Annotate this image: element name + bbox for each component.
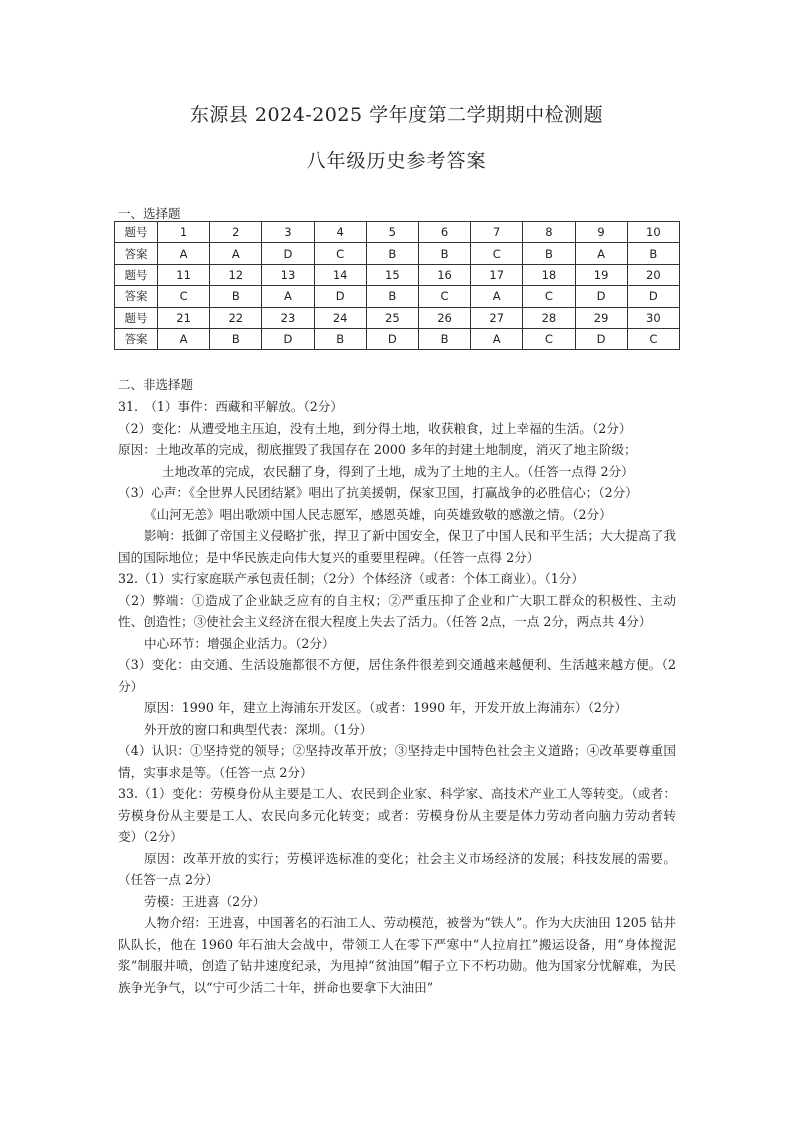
row-label-number: 题号 (115, 307, 158, 328)
paragraph: 33.（1）变化：劳模身份从主要是工人、农民到企业家、科学家、高技术产业工人等转变。（或者：劳模身份从主要是工人、农民向多元化转变；或者：劳模身份从主要是体力劳动者向脑力劳动者转变）（2分） (118, 786, 676, 844)
question-number-cell: 30 (627, 307, 679, 328)
question-number-cell: 24 (314, 307, 366, 328)
answer-cell: C (418, 286, 470, 307)
question-number-cell: 10 (627, 222, 679, 243)
question-number-cell: 26 (418, 307, 470, 328)
row-label-answer: 答案 (115, 243, 158, 264)
row-label-answer: 答案 (115, 328, 158, 349)
paragraph: 《山河无恙》唱出歌颂中国人民志愿军，感恩英雄，向英雄致敬的感激之情。（2分） (144, 506, 612, 522)
answer-cell: B (210, 286, 262, 307)
answer-cell: C (523, 286, 575, 307)
question-number-cell: 17 (471, 264, 523, 285)
answer-cell: B (418, 243, 470, 264)
question-number-cell: 28 (523, 307, 575, 328)
paragraph: 土地改革的完成，农民翻了身，得到了土地，成为了土地的主人。（任答一点得 2分） (162, 463, 634, 479)
paragraph: （4）认识：①坚持党的领导；②坚持改革开放；③坚持走中国特色社会主义道路；④改革要尊重国情，实事求是等。（任答一点 2分） (118, 743, 676, 780)
paragraph: 31. （1）事件：西藏和平解放。（2分） (118, 399, 343, 414)
answer-cell: A (471, 286, 523, 307)
paragraph: 32.（1）实行家庭联产承包责任制；（2分）个体经济（或者：个体工商业）。（1分） (118, 571, 584, 586)
answer-cell: A (158, 243, 210, 264)
answer-cell: A (210, 243, 262, 264)
page-subtitle: 八年级历史参考答案 (306, 150, 487, 172)
answer-cell: D (366, 328, 418, 349)
question-number-cell: 5 (366, 222, 418, 243)
answer-row (115, 286, 680, 307)
answer-cell: D (262, 243, 314, 264)
paragraph: （3）心声：《全世界人民团结紧》唱出了抗美援朝，保家卫国，打赢战争的必胜信心；（2分） (118, 485, 638, 500)
answer-body (118, 396, 676, 998)
answer-cell: D (314, 286, 366, 307)
question-number-row (115, 222, 680, 243)
question-number-cell: 4 (314, 222, 366, 243)
question-number-cell: 9 (575, 222, 627, 243)
question-number-cell: 16 (418, 264, 470, 285)
answer-cell: A (262, 286, 314, 307)
question-number-cell: 7 (471, 222, 523, 243)
paragraph: （2）弊端：①造成了企业缺乏应有的自主权；②严重压抑了企业和广大职工群众的积极性、主动性、创造性；③使社会主义经济在很大程度上失去了活力。（任答 2点，一点 2分，两点共 4分） (118, 592, 676, 629)
paragraph: 劳模：王进喜（2分） (144, 893, 266, 909)
paragraph: 原因：土地改革的完成，彻底摧毁了我国存在 2000 多年的封建土地制度，消灭了地主阶级； (118, 442, 637, 457)
paragraph: 外开放的窗口和典型代表：深圳。（1分） (144, 721, 373, 737)
row-label-number: 题号 (115, 222, 158, 243)
answer-row (115, 328, 680, 349)
paragraph: 原因：1990 年，建立上海浦东开发区。（或者：1990 年，开发开放上海浦东）（2分） (144, 700, 628, 715)
row-label-number: 题号 (115, 264, 158, 285)
question-number-cell: 8 (523, 222, 575, 243)
section-heading-choice: 一、选择题 (118, 206, 181, 221)
question-number-row (115, 307, 680, 328)
answer-cell: A (158, 328, 210, 349)
answer-cell: B (314, 328, 366, 349)
question-number-cell: 11 (158, 264, 210, 285)
question-number-cell: 1 (158, 222, 210, 243)
answer-cell: D (575, 286, 627, 307)
question-number-cell: 23 (262, 307, 314, 328)
paragraph: 影响：抵御了帝国主义侵略扩张，捍卫了新中国安全，保卫了中国人民和平生活；大大提高了我国的国际地位；是中华民族走向伟大复兴的重要里程碑。（任答一点得 2分） (118, 528, 676, 565)
paragraph: （2）变化：从遭受地主压迫，没有土地，到分得土地，收获粮食，过上幸福的生活。（2分） (118, 420, 632, 436)
answer-cell: D (575, 328, 627, 349)
question-number-cell: 13 (262, 264, 314, 285)
question-number-cell: 3 (262, 222, 314, 243)
question-number-cell: 27 (471, 307, 523, 328)
answer-cell: C (158, 286, 210, 307)
answer-cell: C (314, 243, 366, 264)
question-number-cell: 2 (210, 222, 262, 243)
answer-cell: B (210, 328, 262, 349)
paragraph: 人物介绍：王进喜，中国著名的石油工人、劳动模范，被誉为“铁人”。作为大庆油田 1205 钻井队队长，他在 1960 年石油大会战中，带领工人在零下严寒中“人拉肩扛”搬运设备，用“身体搅泥浆”制服井喷，创造了钻井速度纪录，为甩掉“贫油国”帽子立下不朽功勋。他为国家分忧解难，为民族争光争气，以“宁可少活二十年，拼命也要拿下大油田” (118, 915, 676, 995)
row-label-answer: 答案 (115, 286, 158, 307)
question-number-cell: 25 (366, 307, 418, 328)
page-title: 东源县 2024-2025 学年度第二学期期中检测题 (189, 104, 604, 126)
question-number-row (115, 264, 680, 285)
paragraph: 中心环节：增强企业活力。（2分） (144, 635, 335, 651)
question-number-cell: 21 (158, 307, 210, 328)
answer-cell: C (627, 328, 679, 349)
question-number-cell: 29 (575, 307, 627, 328)
answer-cell: B (523, 243, 575, 264)
paragraph: 原因：改革开放的实行；劳模评选标准的变化；社会主义市场经济的发展；科技发展的需要。（任答一点 2分） (118, 850, 676, 887)
answer-cell: B (366, 286, 418, 307)
question-number-cell: 12 (210, 264, 262, 285)
question-number-cell: 15 (366, 264, 418, 285)
question-number-cell: 22 (210, 307, 262, 328)
paragraph: （3）变化：由交通、生活设施都很不方便，居住条件很差到交通越来越便利、生活越来越方便。（2分） (118, 657, 676, 694)
section-heading-nonchoice: 二、非选择题 (118, 377, 194, 392)
answer-cell: C (471, 243, 523, 264)
question-number-cell: 19 (575, 264, 627, 285)
answer-cell: D (262, 328, 314, 349)
answer-cell: A (575, 243, 627, 264)
question-number-cell: 14 (314, 264, 366, 285)
answer-cell: B (366, 243, 418, 264)
answer-cell: C (523, 328, 575, 349)
answer-cell: B (627, 243, 679, 264)
answer-cell: D (627, 286, 679, 307)
question-number-cell: 18 (523, 264, 575, 285)
answer-cell: A (471, 328, 523, 349)
question-number-cell: 20 (627, 264, 679, 285)
answer-row (115, 243, 680, 264)
answer-table (114, 221, 680, 350)
answer-cell: B (418, 328, 470, 349)
question-number-cell: 6 (418, 222, 470, 243)
